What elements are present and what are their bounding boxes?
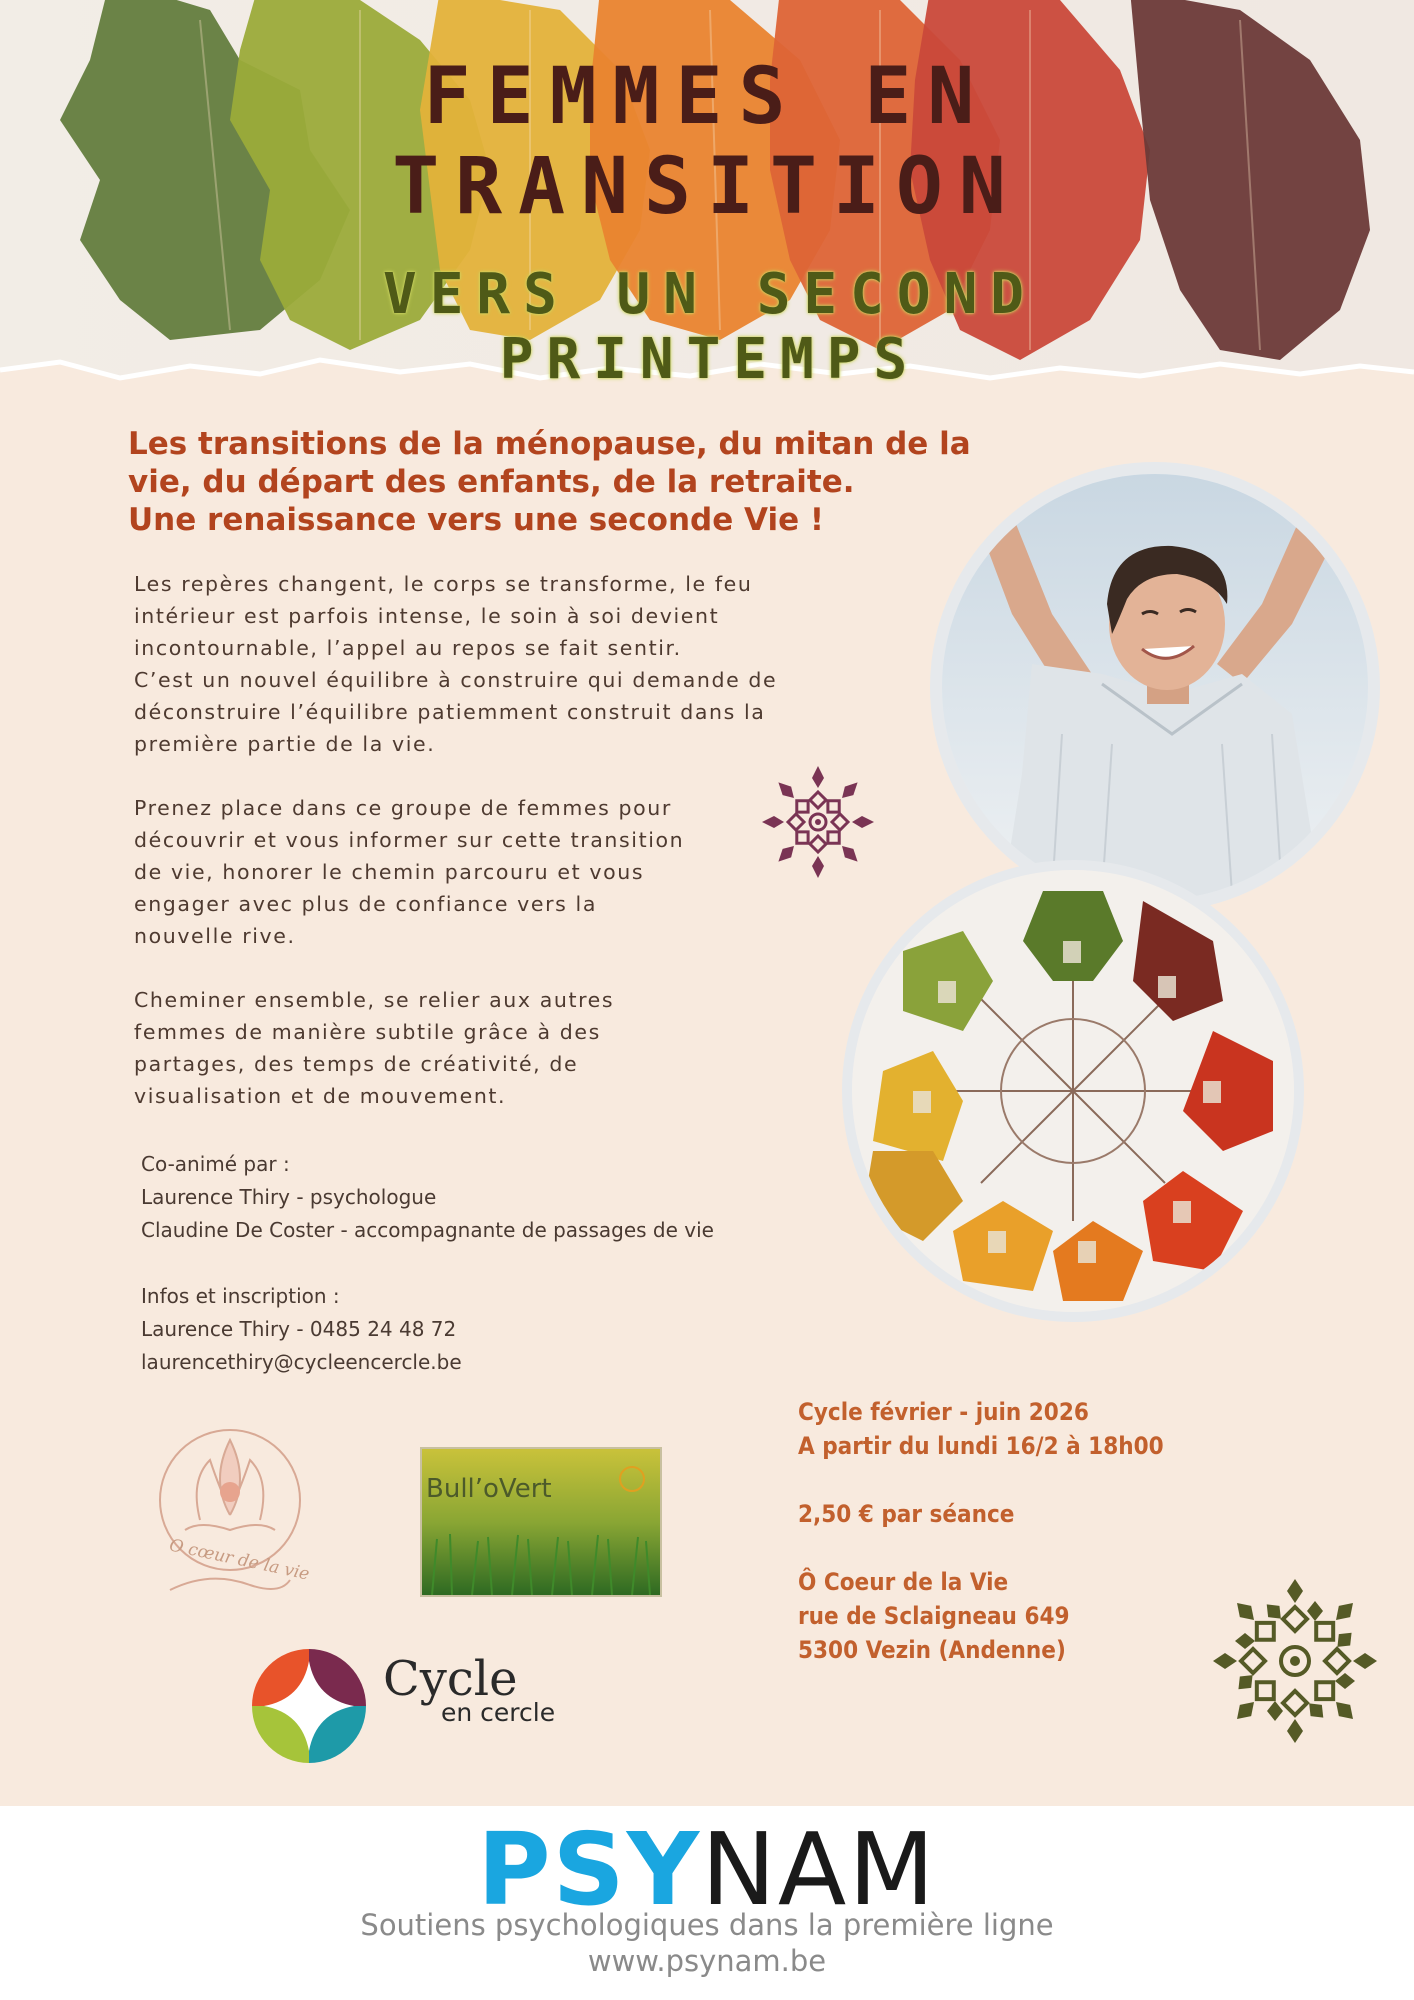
cycle-logo-subtext: en cercle	[441, 1698, 556, 1727]
brand-nam: NAM	[701, 1811, 937, 1928]
body-line: Prenez place dans ce groupe de femmes pour	[134, 796, 672, 820]
body-line: visualisation et de mouvement.	[134, 1084, 507, 1108]
cycle-cross-logo-icon	[250, 1647, 368, 1765]
bullovert-logo	[420, 1447, 662, 1597]
event-cycle: Cycle février - juin 2026	[798, 1398, 1089, 1426]
intro-line: vie, du départ des enfants, de la retraite.	[128, 464, 855, 500]
bullovert-logo-text: Bull’oVert	[426, 1474, 552, 1504]
contact-email[interactable]: laurencethiry@cycleencercle.be	[141, 1350, 462, 1374]
body-line: femmes de manière subtile grâce à des	[134, 1020, 601, 1044]
body-paragraph-1	[134, 568, 814, 760]
body-line: incontournable, l’appel au repos se fait sentir.	[134, 636, 682, 660]
body-line: intérieur est parfois intense, le soin à soi devient	[134, 604, 720, 628]
event-info	[798, 1395, 1218, 1667]
contact-phone: Laurence Thiry - 0485 24 48 72	[141, 1317, 457, 1341]
body-line: déconstruire l’équilibre patiemment construit dans la	[134, 700, 766, 724]
cycle-logo-text: Cycle	[383, 1651, 518, 1707]
title-line-1: FEMMES EN	[423, 52, 991, 142]
grass-image	[422, 1449, 660, 1595]
intro-line: Une renaissance vers une seconde Vie !	[128, 502, 825, 538]
mandala-purple-icon	[758, 762, 878, 882]
facilitator-1: Laurence Thiry - psychologue	[141, 1185, 437, 1209]
title-line-2: TRANSITION	[392, 142, 1022, 232]
intro-line: Les transitions de la ménopause, du mitan de la	[128, 426, 971, 462]
body-text	[134, 568, 814, 1144]
event-start: A partir du lundi 16/2 à 18h00	[798, 1432, 1164, 1460]
brand-psy: PSY	[477, 1811, 702, 1928]
body-line: partages, des temps de créativité, de	[134, 1052, 579, 1076]
intro-heading	[128, 425, 971, 539]
body-line: découvrir et vous informer sur cette transition	[134, 828, 685, 852]
leaf-wheel-photo	[842, 860, 1304, 1322]
body-paragraph-2	[134, 792, 814, 952]
co-animated-label: Co-animé par :	[141, 1152, 290, 1176]
footer-website-link[interactable]: www.psynam.be	[587, 1944, 827, 1978]
body-paragraph-3	[134, 984, 814, 1112]
body-line: première partie de la vie.	[134, 732, 436, 756]
body-line: nouvelle rive.	[134, 924, 296, 948]
event-street: rue de Sclaigneau 649	[798, 1602, 1070, 1630]
page-title	[0, 52, 1414, 232]
body-line: Cheminer ensemble, se relier aux autres	[134, 988, 615, 1012]
event-price: 2,50 € par séance	[798, 1500, 1015, 1528]
event-city: 5300 Vezin (Andenne)	[798, 1636, 1066, 1664]
body-line: Les repères changent, le corps se transforme, le feu	[134, 572, 753, 596]
event-venue: Ô Coeur de la Vie	[798, 1568, 1009, 1596]
info-label: Infos et inscription :	[141, 1284, 340, 1308]
woman-photo	[930, 462, 1380, 912]
woman-illustration	[942, 474, 1368, 900]
lotus-logo-icon	[130, 1420, 315, 1620]
body-line: de vie, honorer le chemin parcouru et vous	[134, 860, 645, 884]
page-subtitle: VERS UN SECOND PRINTEMPS	[382, 262, 1037, 392]
facilitator-2: Claudine De Coster - accompagnante de passages de vie	[141, 1218, 714, 1242]
mandala-green-icon	[1210, 1576, 1380, 1746]
footer-tagline: Soutiens psychologiques dans la première ligne	[360, 1908, 1054, 1942]
body-line: C’est un nouvel équilibre à construire qui demande de	[134, 668, 778, 692]
coeur-logo-text: O cœur de la vie	[167, 1535, 312, 1585]
leaf-wheel-illustration	[852, 870, 1294, 1312]
body-line: engager avec plus de confiance vers la	[134, 892, 597, 916]
credits-block	[141, 1148, 841, 1379]
